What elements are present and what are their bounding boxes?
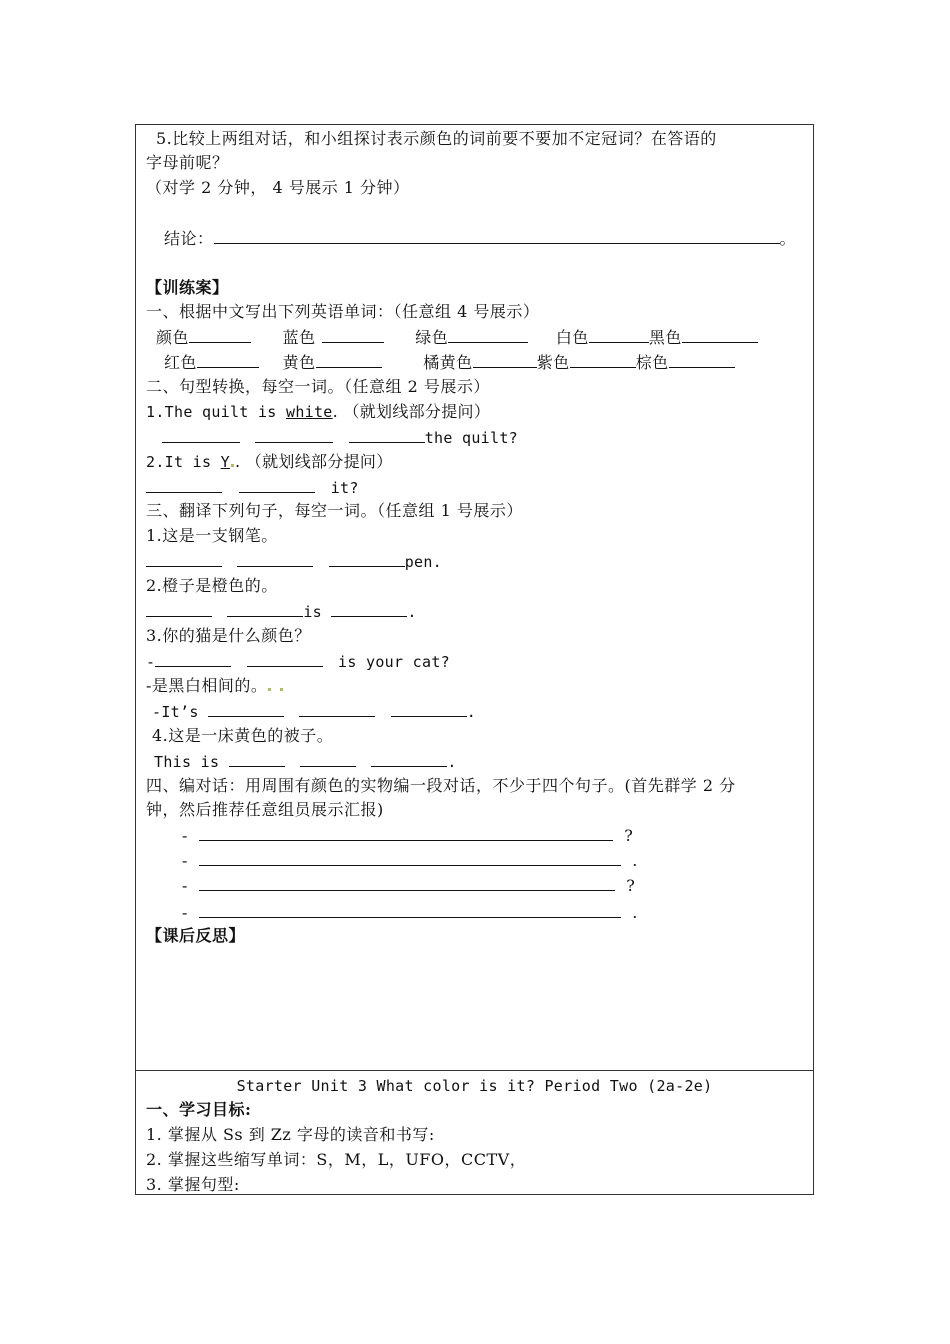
blank[interactable] [329,551,405,567]
goal-1: 1. 掌握从 Ss 到 Zz 字母的读音和书写: [146,1125,435,1144]
q5-time: （对学 2 分钟， 4 号展示 1 分钟） [146,178,410,197]
blank[interactable] [299,701,375,717]
conclusion-blank[interactable] [214,228,780,244]
s2-q1: 1.The quilt is white. （就划线部分提问） [146,402,491,421]
blank[interactable] [589,327,649,343]
s3-q3: 3.你的猫是什么颜色？ [146,626,311,645]
s3-q3b-answer: -It’s . [152,703,477,721]
s3-q2-answer: is . [146,601,417,622]
blank[interactable] [473,352,537,368]
s3-q1-answer: pen. [146,551,442,572]
s3-q3b: -是黑白相间的。 [146,676,284,696]
s2-q1-answer: the quilt? [162,427,518,448]
q5-line2: 字母前呢？ [146,153,229,172]
goal-3: 3. 掌握句型: [146,1175,240,1194]
dialog-line-3: - ? [182,876,636,895]
blank[interactable] [146,477,222,493]
blank[interactable] [237,551,313,567]
dialog-line-2: - . [182,851,638,870]
section-divider [135,1070,814,1071]
blank[interactable] [331,601,407,617]
blank[interactable] [239,477,315,493]
dialog-blank[interactable] [199,825,613,841]
s2-title: 二、句型转换，每空一词。（任意组 2 号展示） [146,377,490,396]
blank[interactable] [155,651,231,667]
blank[interactable] [448,327,528,343]
practice-heading: 【训练案】 [146,278,229,297]
blank[interactable] [391,701,467,717]
blank[interactable] [255,427,333,443]
s3-q2: 2.橙子是橙色的。 [146,576,278,595]
blank[interactable] [682,327,758,343]
s3-q1: 1.这是一支钢笔。 [146,526,278,545]
s2-q2: 2.It is Y . （就划线部分提问） [146,452,393,471]
s3-q4: 4.这是一床黄色的被子。 [152,726,334,745]
s4-title2: 钟，然后推荐任意组员展示汇报) [146,800,384,819]
s1-title: 一、根据中文写出下列英语单词：（任意组 4 号展示） [146,302,540,321]
blank[interactable] [322,327,384,343]
s4-title1: 四、编对话：用周围有颜色的实物编一段对话，不少于四个句子。(首先群学 2 分 [146,776,736,795]
reflection-heading: 【课后反思】 [146,926,246,945]
dialog-blank[interactable] [199,850,621,866]
blank[interactable] [227,601,303,617]
blank[interactable] [208,701,284,717]
blank[interactable] [197,352,259,368]
s3-q4-answer: This is . [154,753,457,771]
dialog-line-4: - . [182,903,638,922]
conclusion-line: 结论： 。 [164,229,797,248]
blank[interactable] [316,352,382,368]
q5-line1: 5.比较上两组对话，和小组探讨表示颜色的词前要不要加不定冠词？在答语的 [156,129,717,148]
colors-row1: 颜色 蓝色 绿色 白色 黑色 [156,327,758,348]
goals-heading: 一、学习目标: [146,1100,252,1119]
dialog-blank[interactable] [199,902,621,918]
blank[interactable] [300,751,356,767]
blank[interactable] [371,751,447,767]
dialog-line-1: - ? [182,826,634,845]
blank[interactable] [247,651,323,667]
dialog-blank[interactable] [199,875,615,891]
s3-q3-answer: - is your cat? [146,653,451,671]
blank[interactable] [669,352,735,368]
blank[interactable] [146,601,212,617]
goal-2: 2. 掌握这些缩写单词：S，M，L，UFO，CCTV， [146,1150,527,1169]
s3-title: 三、翻译下列句子，每空一词。（任意组 1 号展示） [146,501,523,520]
blank[interactable] [349,427,425,443]
s2-q2-answer: it? [146,477,359,498]
blank[interactable] [146,551,222,567]
blank[interactable] [189,327,251,343]
blank[interactable] [570,352,636,368]
conclusion-label: 结论： [164,229,214,248]
blank[interactable] [229,751,285,767]
next-section-title: Starter Unit 3 What color is it? Period Two (2a-2e) [236,1077,713,1095]
colors-row2: 红色 黄色 橘黄色 紫色 棕色 [164,352,735,373]
blank[interactable] [162,427,240,443]
